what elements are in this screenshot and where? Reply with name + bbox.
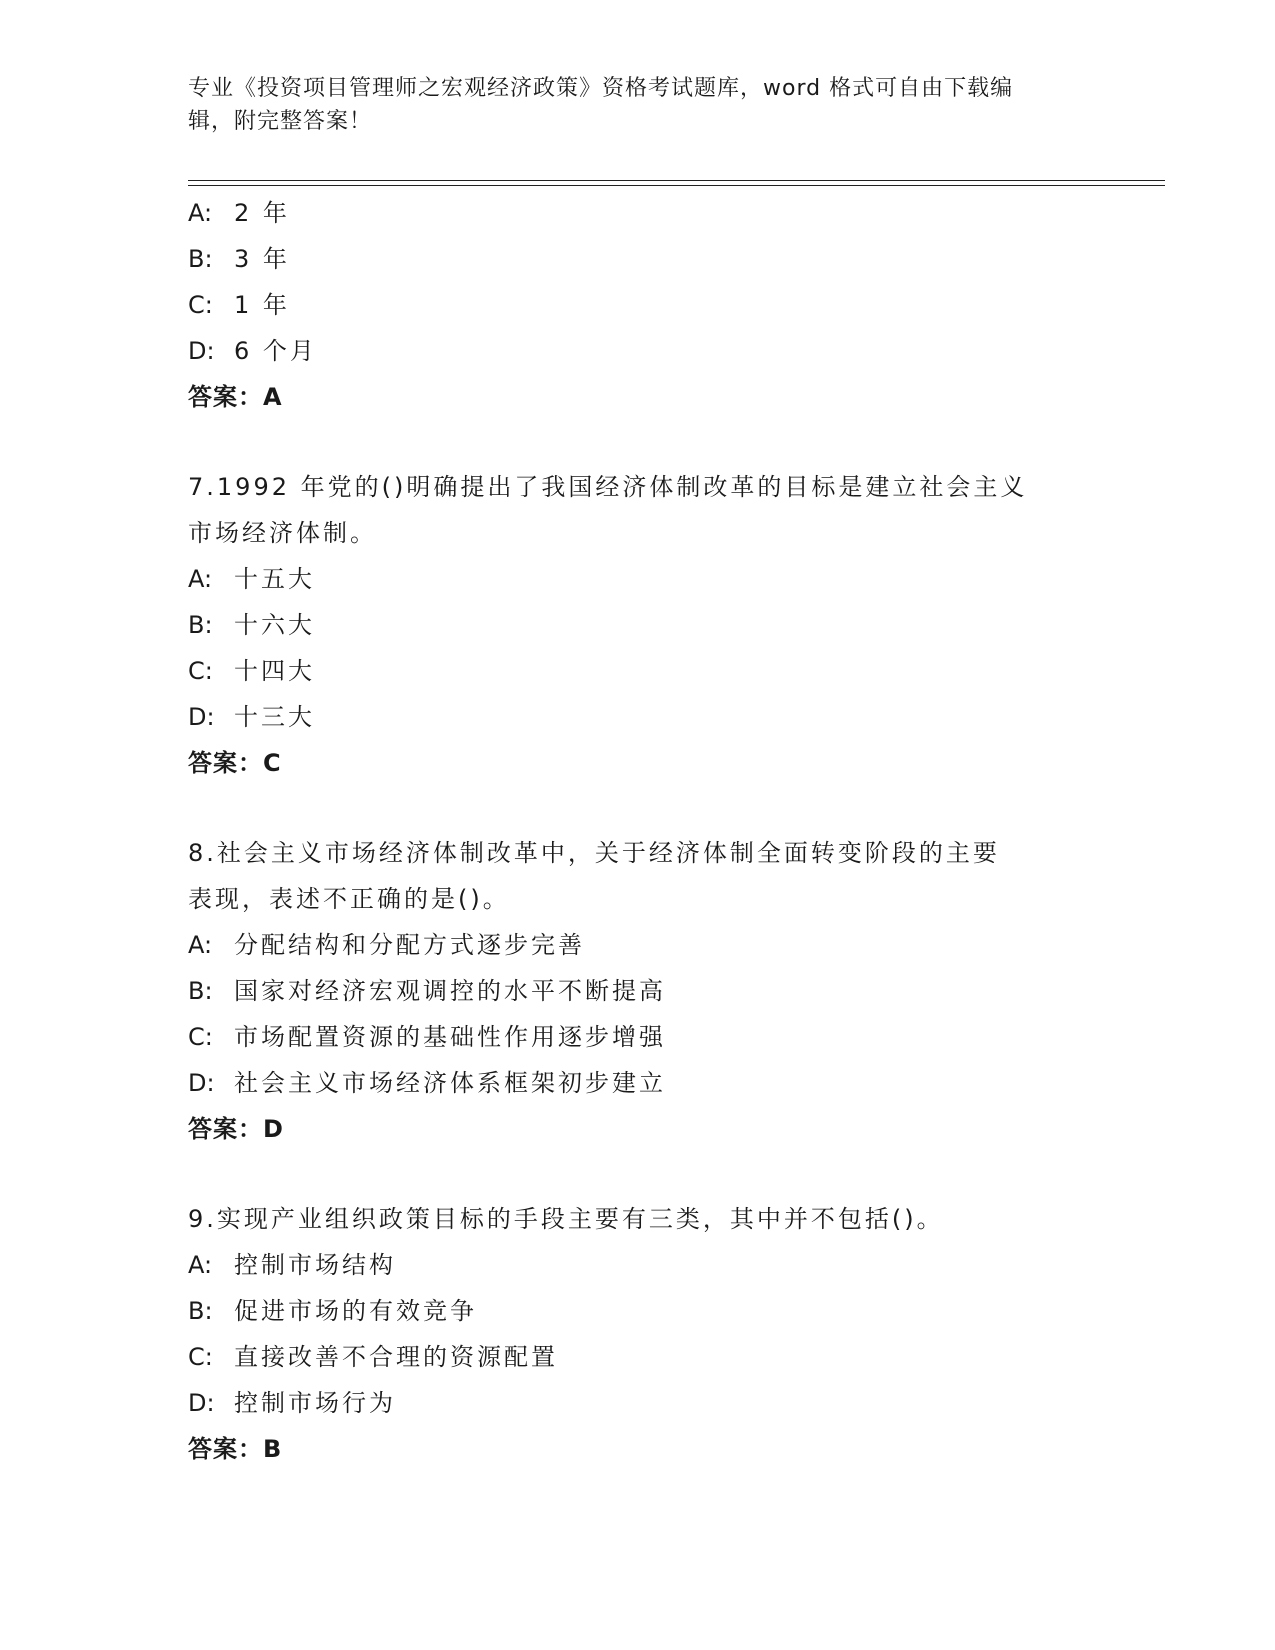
option-c: C: 市场配置资源的基础性作用逐步增强 [188, 1023, 666, 1051]
option-b: B: 十六大 [188, 611, 315, 639]
answer-line: 答案：A [188, 383, 283, 411]
option-a: A: 十五大 [188, 565, 315, 593]
question-text-line: 9.实现产业组织政策目标的手段主要有三类，其中并不包括()。 [188, 1205, 944, 1233]
question-text-line: 表现，表述不正确的是()。 [188, 885, 510, 913]
option-c: C: 1 年 [188, 291, 290, 319]
option-d: D: 十三大 [188, 703, 315, 731]
header-line-1: 专业《投资项目管理师之宏观经济政策》资格考试题库，word 格式可自由下载编 [188, 76, 1014, 101]
question-block-9 [188, 1196, 1088, 1472]
option-c: C: 十四大 [188, 657, 315, 685]
option-b: B: 促进市场的有效竞争 [188, 1297, 477, 1325]
option-d: D: 控制市场行为 [188, 1389, 396, 1417]
option-d: D: 6 个月 [188, 337, 317, 365]
option-a: A: 2 年 [188, 199, 290, 227]
header-divider-top [188, 180, 1165, 181]
option-b: B: 3 年 [188, 245, 290, 273]
answer-line: 答案：D [188, 1115, 284, 1143]
document-header [188, 72, 1068, 138]
question-text-line: 7.1992 年党的()明确提出了我国经济体制改革的目标是建立社会主义 [188, 473, 1028, 501]
question-list [188, 190, 1088, 1472]
option-c: C: 直接改善不合理的资源配置 [188, 1343, 558, 1371]
question-block-8 [188, 830, 1088, 1152]
option-b: B: 国家对经济宏观调控的水平不断提高 [188, 977, 666, 1005]
option-a: A: 控制市场结构 [188, 1251, 396, 1279]
question-text-line: 8.社会主义市场经济体制改革中，关于经济体制全面转变阶段的主要 [188, 839, 1000, 867]
option-d: D: 社会主义市场经济体系框架初步建立 [188, 1069, 666, 1097]
question-text-line: 市场经济体制。 [188, 519, 377, 547]
header-divider-bottom [188, 185, 1165, 186]
question-block-6 [188, 190, 1088, 420]
answer-line: 答案：B [188, 1435, 283, 1463]
header-line-2: 辑，附完整答案！ [188, 109, 373, 134]
option-a: A: 分配结构和分配方式逐步完善 [188, 931, 585, 959]
question-block-7 [188, 464, 1088, 786]
answer-line: 答案：C [188, 749, 282, 777]
